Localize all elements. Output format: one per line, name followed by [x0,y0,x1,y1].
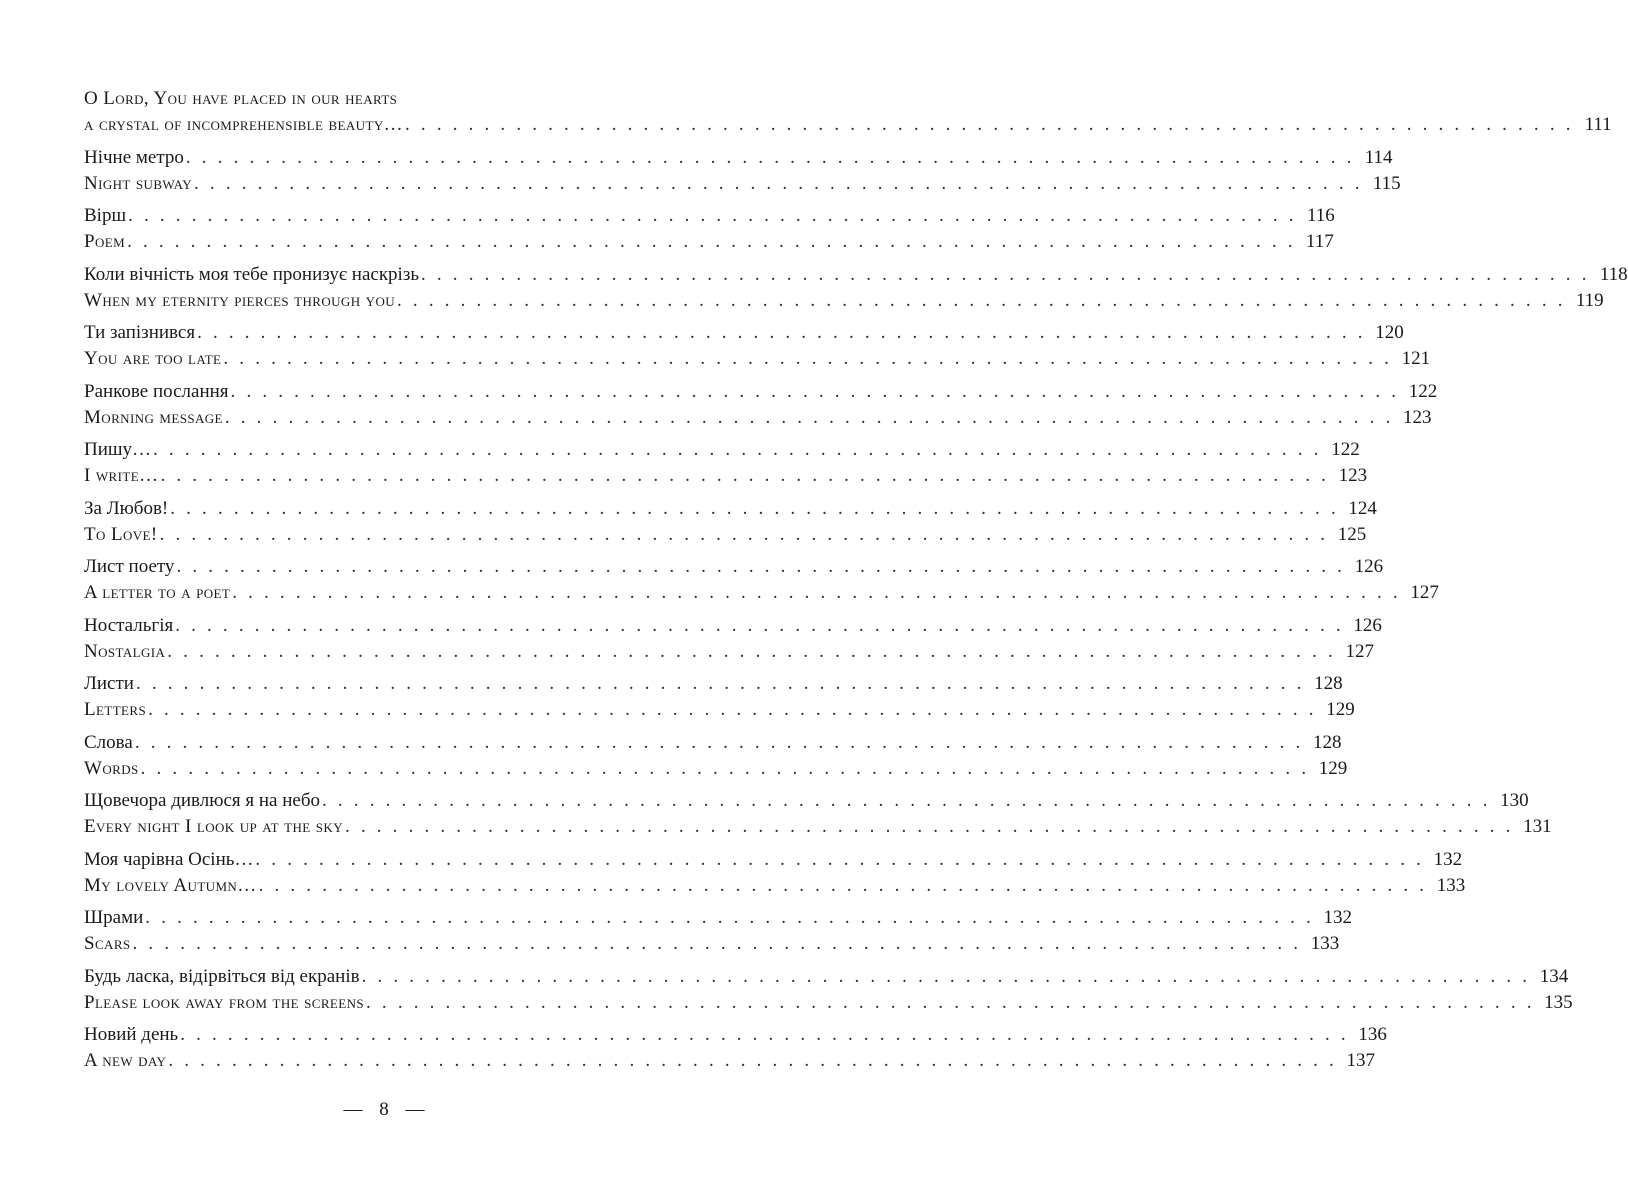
toc-page-number: 133 [1436,874,1466,896]
toc-page-number: 117 [1305,231,1334,252]
toc-title: Nostalgia [84,640,166,662]
toc-dot-leader: . . . . . . . . . . . . . . . . . . . . . . . . . . . . . . . . . . . . . . . . . . . . . . . . . . . . . . . . . . . . . . . . . . . . . . . . . . [230,380,1400,402]
toc-line [84,262,1628,288]
toc-title: Новий день [84,1024,179,1045]
toc-page-number: 122 [1331,439,1360,460]
toc-title: Щовечора дивлюся я на небо [84,790,320,811]
folio-dash-right: — [405,1099,425,1120]
toc-title: Нічне метро [84,146,184,168]
toc-page-number: 134 [1539,965,1569,987]
page-number: 8 [379,1099,389,1120]
toc-page-number: 120 [1375,322,1404,343]
toc-line [84,145,1393,171]
toc-dot-leader: . . . . . . . . . . . . . . . . . . . . . . . . . . . . . . . . . . . . . . . . . . . . . . . . . . . . . . . . . . . . . . . . . . . . . . . . . . [175,614,1344,636]
toc-dot-leader: . . . . . . . . . . . . . . . . . . . . . . . . . . . . . . . . . . . . . . . . . . . . . . . . . . . . . . . . . . . . . . . . . . . . . . . . . . [127,231,1296,252]
toc-title: When my eternity pierces through you [84,289,396,311]
toc-entry-group [84,379,1438,431]
toc-page-number: 127 [1410,582,1439,603]
toc-line [84,931,1340,957]
toc-line [84,1048,1375,1074]
toc-line [84,496,1377,522]
toc-page-number: 127 [1345,640,1374,662]
toc-line [84,288,1604,314]
toc-title: A letter to a poet [84,582,231,603]
toc-title: Коли вічність моя тебе пронизує наскрізь [84,263,419,285]
toc-line [84,379,1438,405]
toc-entry-group [84,203,1335,255]
toc-line [84,964,1569,990]
toc-page-number: 137 [1346,1050,1375,1071]
toc-entry-group [84,613,1382,665]
toc-entry-group [84,554,1439,606]
folio-dash-left: — [343,1099,363,1120]
toc-title: Night subway [84,172,193,194]
toc-page-number: 123 [1403,406,1432,428]
toc-line [84,86,674,112]
toc-entry-group [84,437,1368,489]
toc-title: Words [84,757,139,779]
toc-page-number: 114 [1364,146,1393,168]
toc-dot-leader: . . . . . . . . . . . . . . . . . . . . . . . . . . . . . . . . . . . . . . . . . . . . . . . . . . . . . . . . . . . . . . . . . . . . . . . . . . [255,848,1425,870]
toc-title: You are too late [84,348,222,369]
toc-dot-leader: . . . . . . . . . . . . . . . . . . . . . . . . . . . . . . . . . . . . . . . . . . . . . . . . . . . . . . . . . . . . . . . . . . . . . . . . . . [258,874,1428,896]
toc-title: Будь ласка, відірвіться від екранів [84,965,360,987]
toc-entry-group [84,788,1552,840]
toc-entry-group [84,320,1431,372]
toc-dot-leader: . . . . . . . . . . . . . . . . . . . . . . . . . . . . . . . . . . . . . . . . . . . . . . . . . . . . . . . . . . . . . . . . . . . . . . . . . . [232,582,1401,603]
toc-page-number: 119 [1575,289,1604,311]
toc-dot-leader: . . . . . . . . . . . . . . . . . . . . . . . . . . . . . . . . . . . . . . . . . . . . . . . . . . . . . . . . . . . . . . . . . . . . . . . . . . [128,205,1297,226]
toc-dot-leader: . . . . . . . . . . . . . . . . . . . . . . . . . . . . . . . . . . . . . . . . . . . . . . . . . . . . . . . . . . . . . . . . . . . . . . . . . . [135,673,1305,694]
toc-entry-group [84,671,1355,723]
toc-title: Пишу… [84,439,152,460]
toc-page-number: 130 [1500,790,1529,811]
toc-title: O Lord, You have placed in our hearts [84,88,398,109]
toc-line [84,814,1552,840]
toc-line [84,905,1352,931]
toc-title: Лист поету [84,556,175,577]
toc-line [84,730,1342,756]
toc-dot-leader: . . . . . . . . . . . . . . . . . . . . . . . . . . . . . . . . . . . . . . . . . . . . . . . . . . . . . . . . . . . . . . . . . . . . . . . . . . [132,933,1302,954]
toc-page-number: 125 [1337,523,1367,545]
toc-line [84,639,1374,665]
toc-title: Шрами [84,907,144,928]
toc-line [84,788,1529,814]
toc-entry-group [84,964,1573,1016]
toc-title: За Любов! [84,497,169,519]
toc-page-number: 111 [1584,114,1612,135]
toc-line [84,405,1432,431]
toc-page-number: 128 [1312,731,1342,753]
toc-title: Every night I look up at the sky [84,816,343,837]
toc-title: Моя чарівна Осінь… [84,848,254,870]
toc-dot-leader: . . . . . . . . . . . . . . . . . . . . . . . . . . . . . . . . . . . . . . . . . . . . . . . . . . . . . . . . . . . . . . . . . . . . . . . . . . [224,406,1394,428]
toc-dot-leader: . . . . . . . . . . . . . . . . . . . . . . . . . . . . . . . . . . . . . . . . . . . . . . . . . . . . . . . . . . . . . . . . . . . . . . . . . . [180,1024,1349,1045]
toc-line [84,320,1404,346]
toc-page-number: 116 [1306,205,1335,226]
toc-title: Letters [84,699,147,720]
toc-dot-leader: . . . . . . . . . . . . . . . . . . . . . . . . . . . . . . . . . . . . . . . . . . . . . . . . . . . . . . . . . . . . . . . . . . . . . . . . . . [140,757,1310,779]
toc-line [84,1022,1387,1048]
toc-page-number: 135 [1544,991,1573,1013]
toc-title: Слова [84,731,133,753]
toc-dot-leader: . . . . . . . . . . . . . . . . . . . . . . . . . . . . . . . . . . . . . . . . . . . . . . . . . . . . . . . . . . . . . . . . . . . . . . . . . . [366,991,1535,1013]
toc-entry-group [84,1022,1387,1074]
toc-page-number: 133 [1310,933,1340,954]
toc-title: My lovely Autumn… [84,874,257,896]
toc-dot-leader: . . . . . . . . . . . . . . . . . . . . . . . . . . . . . . . . . . . . . . . . . . . . . . . . . . . . . . . . . . . . . . . . . . . . . . . . . . [160,465,1330,486]
toc-page-number: 123 [1338,465,1368,486]
toc-dot-leader: . . . . . . . . . . . . . . . . . . . . . . . . . . . . . . . . . . . . . . . . . . . . . . . . . . . . . . . . . . . . . . . . . . . . . . . . . . [153,439,1322,460]
toc-page-number: 121 [1401,348,1431,369]
toc-dot-leader: . . . . . . . . . . . . . . . . . . . . . . . . . . . . . . . . . . . . . . . . . . . . . . . . . . . . . . . . . . . . . . . . . . . . . . . . . . [167,640,1336,662]
toc-page-number: 124 [1348,497,1377,519]
toc-dot-leader: . . . . . . . . . . . . . . . . . . . . . . . . . . . . . . . . . . . . . . . . . . . . . . . . . . . . . . . . . . . . . . . . . . . . . . . . . . [145,907,1314,928]
toc-page-number: 126 [1353,614,1382,636]
toc-title: Вірш [84,205,127,226]
toc-page-number: 126 [1354,556,1384,577]
toc-line [84,229,1334,255]
toc-dot-leader: . . . . . . . . . . . . . . . . . . . . . . . . . . . . . . . . . . . . . . . . . . . . . . . . . . . . . . . . . . . . . . . . . . . . . . . . . . [405,114,1574,135]
toc-line [84,613,1382,639]
toc-line [84,171,1401,197]
toc-entry-group [84,496,1377,548]
toc-line [84,671,1343,697]
toc-line [84,522,1367,548]
toc-page-number: 132 [1323,907,1352,928]
toc-title: a crystal of incomprehensible beauty… [84,114,404,135]
toc-page-number: 122 [1408,380,1438,402]
toc-line [84,463,1368,489]
toc-dot-leader: . . . . . . . . . . . . . . . . . . . . . . . . . . . . . . . . . . . . . . . . . . . . . . . . . . . . . . . . . . . . . . . . . . . . . . . . . . [168,1050,1337,1071]
toc-dot-leader: . . . . . . . . . . . . . . . . . . . . . . . . . . . . . . . . . . . . . . . . . . . . . . . . . . . . . . . . . . . . . . . . . . . . . . . . . . [322,790,1491,811]
toc-dot-leader: . . . . . . . . . . . . . . . . . . . . . . . . . . . . . . . . . . . . . . . . . . . . . . . . . . . . . . . . . . . . . . . . . . . . . . . . . . [134,731,1304,753]
toc-entry-group [84,86,1612,138]
toc-dot-leader: . . . . . . . . . . . . . . . . . . . . . . . . . . . . . . . . . . . . . . . . . . . . . . . . . . . . . . . . . . . . . . . . . . . . . . . . . . [185,146,1355,168]
toc-page-number: 128 [1314,673,1343,694]
toc-dot-leader: . . . . . . . . . . . . . . . . . . . . . . . . . . . . . . . . . . . . . . . . . . . . . . . . . . . . . . . . . . . . . . . . . . . . . . . . . . [397,289,1566,311]
toc-line [84,847,1463,873]
toc-dot-leader: . . . . . . . . . . . . . . . . . . . . . . . . . . . . . . . . . . . . . . . . . . . . . . . . . . . . . . . . . . . . . . . . . . . . . . . . . . [176,556,1346,577]
toc-entry-group [84,145,1401,197]
toc-dot-leader: . . . . . . . . . . . . . . . . . . . . . . . . . . . . . . . . . . . . . . . . . . . . . . . . . . . . . . . . . . . . . . . . . . . . . . . . . . [344,816,1514,837]
toc-line [84,873,1466,899]
toc-entry-group [84,730,1348,782]
toc-entry-group [84,262,1628,314]
toc-title: Ранкове послання [84,380,229,402]
toc-line [84,697,1355,723]
toc-dot-leader: . . . . . . . . . . . . . . . . . . . . . . . . . . . . . . . . . . . . . . . . . . . . . . . . . . . . . . . . . . . . . . . . . . . . . . . . . . [170,497,1339,519]
toc-title: Please look away from the screens [84,991,365,1013]
toc-page-number: 136 [1358,1024,1387,1045]
toc-entry-group [84,847,1466,899]
toc-dot-leader: . . . . . . . . . . . . . . . . . . . . . . . . . . . . . . . . . . . . . . . . . . . . . . . . . . . . . . . . . . . . . . . . . . . . . . . . . . [361,965,1531,987]
toc-line [84,346,1431,372]
toc-dot-leader: . . . . . . . . . . . . . . . . . . . . . . . . . . . . . . . . . . . . . . . . . . . . . . . . . . . . . . . . . . . . . . . . . . . . . . . . . . [421,263,1590,285]
toc-page-number: 115 [1372,172,1401,194]
toc-line [84,580,1439,606]
toc-title: A new day [84,1050,167,1071]
toc-page-number: 129 [1326,699,1355,720]
toc-title: Scars [84,933,131,954]
toc-dot-leader: . . . . . . . . . . . . . . . . . . . . . . . . . . . . . . . . . . . . . . . . . . . . . . . . . . . . . . . . . . . . . . . . . . . . . . . . . . [159,523,1329,545]
toc-dot-leader: . . . . . . . . . . . . . . . . . . . . . . . . . . . . . . . . . . . . . . . . . . . . . . . . . . . . . . . . . . . . . . . . . . . . . . . . . . [194,172,1363,194]
toc-page-number: 118 [1599,263,1628,285]
toc-title: I write… [84,465,159,486]
toc-title: Morning message [84,406,223,428]
toc-title: To Love! [84,523,158,545]
toc-dot-leader: . . . . . . . . . . . . . . . . . . . . . . . . . . . . . . . . . . . . . . . . . . . . . . . . . . . . . . . . . . . . . . . . . . . . . . . . . . [148,699,1317,720]
toc-title: Ностальгія [84,614,174,636]
toc-page-number: 131 [1523,816,1552,837]
toc-title: Ти запізнився [84,322,196,343]
toc-line [84,554,1384,580]
toc-line [84,203,1335,229]
toc-dot-leader: . . . . . . . . . . . . . . . . . . . . . . . . . . . . . . . . . . . . . . . . . . . . . . . . . . . . . . . . . . . . . . . . . . . . . . . . . . [223,348,1393,369]
toc-page-number: 132 [1433,848,1463,870]
toc-line [84,990,1573,1016]
toc-title: Листи [84,673,134,694]
toc-entry-group [84,905,1352,957]
toc-page-number: 129 [1318,757,1348,779]
toc-line [84,437,1360,463]
toc-dot-leader: . . . . . . . . . . . . . . . . . . . . . . . . . . . . . . . . . . . . . . . . . . . . . . . . . . . . . . . . . . . . . . . . . . . . . . . . . . [197,322,1366,343]
toc-title: Poem [84,231,126,252]
toc-line [84,112,1612,138]
table-of-contents [84,86,1628,1081]
page-number-footer [0,1098,768,1122]
toc-line [84,756,1348,782]
